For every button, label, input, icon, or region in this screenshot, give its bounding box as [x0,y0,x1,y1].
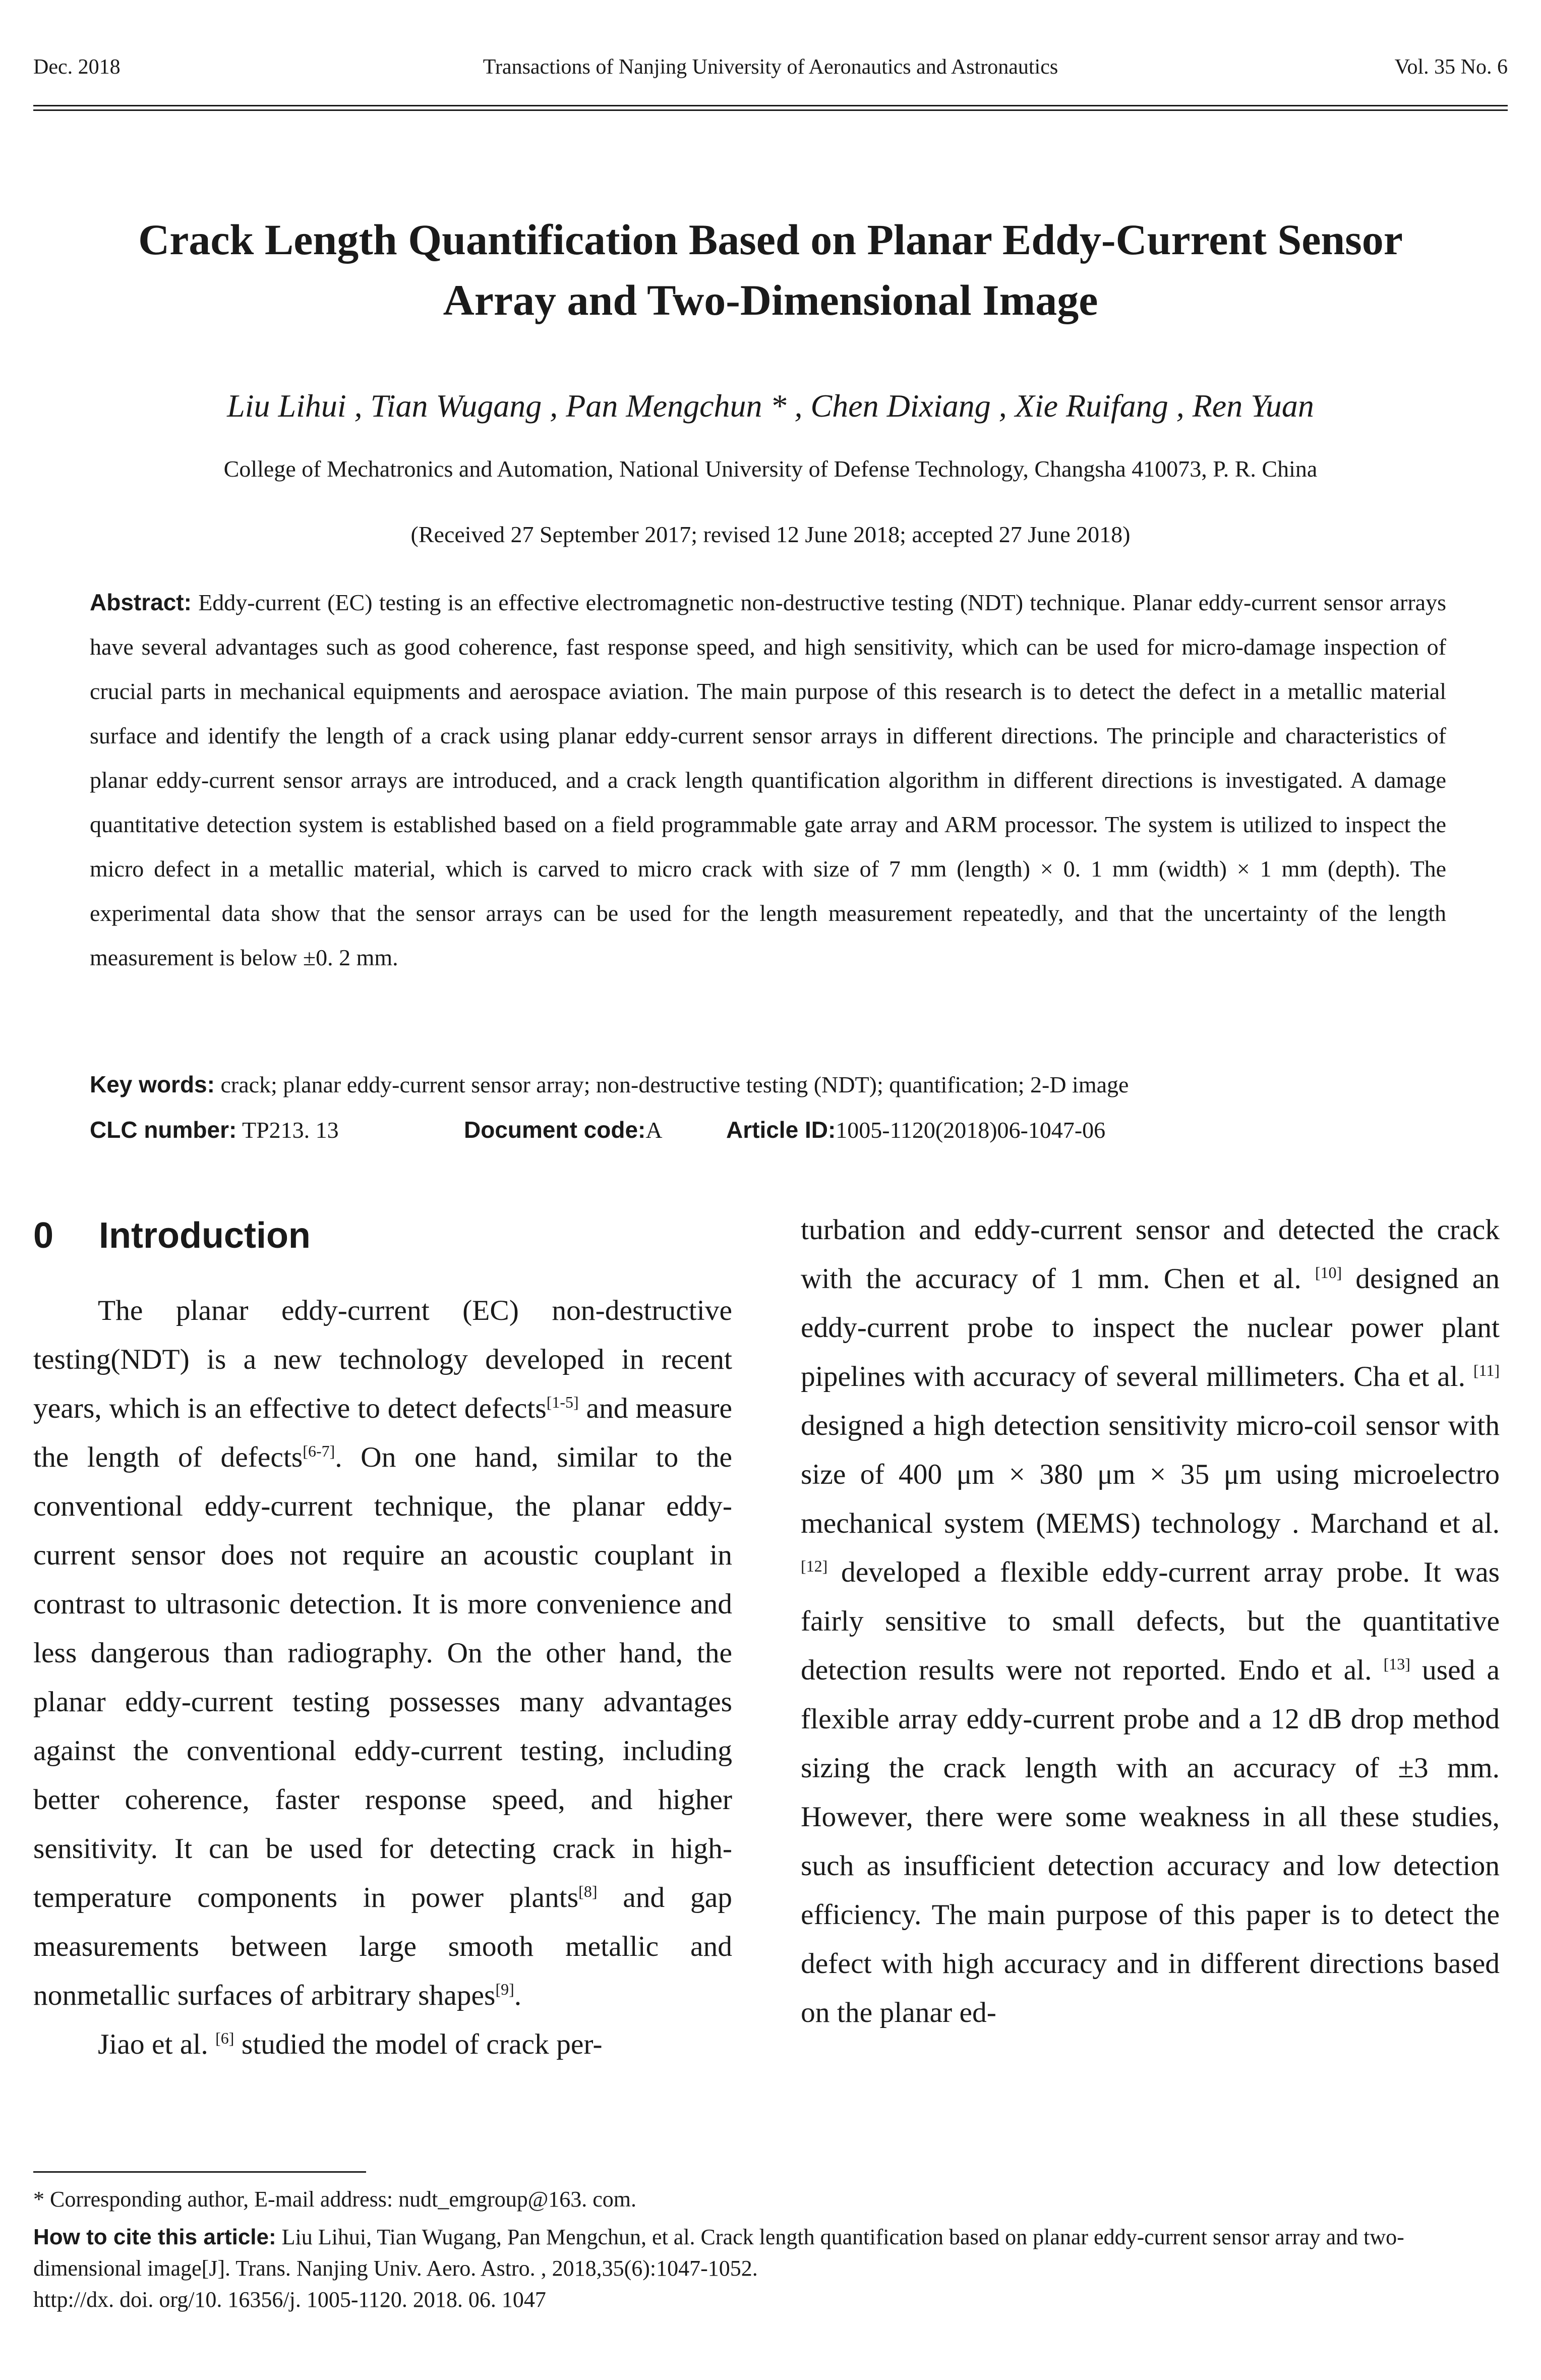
citation-ref: [13] [1383,1655,1410,1673]
paragraph-text: . On one hand, similar to the conventional eddy-current technique, the planar eddy-current sensor does not require an acoustic couplant in contrast to ultrasonic detection. It is more convenience and less dangerous than radiography. On the other hand, the planar eddy-current testing possesses many advantages against the conventional eddy-current testing, including better coherence, faster response speed, and higher sensitivity. It can be used for detecting crack in high-temperature components in power plants [33,1441,732,1913]
right-column [801,1205,1500,2037]
citation-note-label: How to cite this article: [33,2225,276,2249]
header-volume: Vol. 35 No. 6 [1394,55,1508,79]
received-dates: (Received 27 September 2017; revised 12 June 2018; accepted 27 June 2018) [410,521,1131,547]
paragraph-text: . [514,1980,522,2011]
header-date: Dec. 2018 [33,55,121,79]
section-heading [33,1213,311,1258]
paragraph-text: studied the model of crack per- [234,2028,603,2060]
citation-ref: [11] [1473,1361,1500,1379]
paragraph-text: designed a high detection sensitivity micro-coil sensor with size of 400 μm × 380 μm × 35 μm using microelectro mechanical system (MEMS) technology . Marchand et al. [801,1410,1500,1539]
intro-paragraph-1 [33,1286,732,2020]
citation-ref: [6] [215,2029,234,2047]
paragraph-text: developed a flexible eddy-current array probe. It was fairly sensitive to small defects, but the quantitative detection results were not reported. Endo et al. [801,1556,1500,1686]
header-rule-top [33,105,1508,106]
abstract-text: Eddy-current (EC) testing is an effective electromagnetic non-destructive testing (NDT) technique. Planar eddy-current sensor arrays have several advantages such as good coherence, fast response speed, and high sensitivity, which can be used for micro-damage inspection of crucial parts in mechanical equipments and aerospace aviation. The main purpose of this research is to detect the defect in a metallic material surface and identify the length of a crack using planar eddy-current sensor arrays in different directions. The principle and characteristics of planar eddy-current sensor arrays are introduced, and a crack length quantification algorithm in different directions is investigated. A damage quantitative detection system is established based on a field programmable gate array and ARM processor. The system is utilized to inspect the micro defect in a metallic material, which is carved to micro crack with size of 7 mm (length) × 0. 1 mm (width) × 1 mm (depth). The experimental data show that the sensor arrays can be used for the length measurement repeatedly, and that the uncertainty of the length measurement is below ±0. 2 mm. [90,590,1446,970]
paragraph-text: and measure the length of defects [33,1392,732,1473]
abstract-label: Abstract: [90,589,192,615]
corresponding-author-note: * Corresponding author, E-mail address: nudt_emgroup@163. com. [33,2187,636,2212]
citation-ref: [6-7] [303,1442,335,1460]
intro-paragraph-2-continued [801,1205,1500,2037]
article-id-label: Article ID: [726,1117,836,1143]
citation-ref: [12] [801,1557,828,1575]
keywords-text: crack; planar eddy-current sensor array; non-destructive testing (NDT); quantification; 2-D image [214,1072,1129,1097]
keywords-label: Key words: [90,1071,215,1097]
citation-ref: [1-5] [546,1393,579,1411]
abstract [90,580,1446,980]
paragraph-text: turbation and eddy-current sensor and detected the crack with the accuracy of 1 mm. Chen et al. [801,1214,1500,1295]
author-list: Liu Lihui , Tian Wugang , Pan Mengchun * , Chen Dixiang , Xie Ruifang , Ren Yuan [227,388,1314,424]
header-rule-bottom [33,109,1508,111]
document-code-value: A [645,1117,663,1143]
citation-ref: [10] [1315,1263,1342,1282]
document-code-label: Document code: [464,1117,646,1143]
clc-value: TP213. 13 [236,1117,339,1143]
clc-number [90,1115,339,1145]
left-column [33,1286,732,2069]
article-id [726,1115,1105,1145]
doi-link[interactable]: http://dx. doi. org/10. 16356/j. 1005-1120. 2018. 06. 1047 [33,2287,546,2312]
paragraph-text: The planar eddy-current (EC) non-destructive testing(NDT) is a new technology developed in recent years, which is an effective to detect defects [33,1295,732,1424]
citation-note-text: Liu Lihui, Tian Wugang, Pan Mengchun, et al. Crack length quantification based on planar eddy-current sensor array and two-dimensional image[J]. Trans. Nanjing Univ. Aero. Astro. , 2018,35(6):1047-1052. [33,2225,1404,2281]
intro-paragraph-2 [33,2020,732,2069]
paper-title-line-1: Crack Length Quantification Based on Planar Eddy-Current Sensor [138,215,1403,264]
clc-label: CLC number: [90,1117,237,1143]
keywords [90,1069,1446,1100]
document-code [464,1115,663,1145]
citation-ref: [9] [495,1980,514,1998]
paragraph-text: and gap measurements between large smooth metallic and nonmetallic surfaces of arbitrary shapes [33,1882,732,2011]
affiliation: College of Mechatronics and Automation, National University of Defense Technology, Changsha 410073, P. R. China [223,456,1318,482]
section-title: Introduction [99,1215,311,1256]
article-id-value: 1005-1120(2018)06-1047-06 [836,1117,1106,1143]
section-number: 0 [33,1215,54,1256]
header-journal-name: Transactions of Nanjing University of Aeronautics and Astronautics [483,55,1058,79]
paragraph-text: used a flexible array eddy-current probe and a 12 dB drop method sizing the crack length with an accuracy of ±3 mm. However, there were some weakness in all these studies, such as insufficient detection accuracy and low detection efficiency. The main purpose of this paper is to detect the defect with high accuracy and in different directions based on the planar ed- [801,1654,1500,2028]
paragraph-text: Jiao et al. [98,2028,216,2060]
citation-ref: [8] [578,1882,598,1900]
paragraph-text: designed an eddy-current probe to inspect the nuclear power plant pipelines with accuracy of several millimeters. Cha et al. [801,1263,1500,1392]
paper-title-line-2: Array and Two-Dimensional Image [443,276,1098,324]
citation-note [33,2222,1506,2284]
footnote-rule [33,2171,366,2173]
